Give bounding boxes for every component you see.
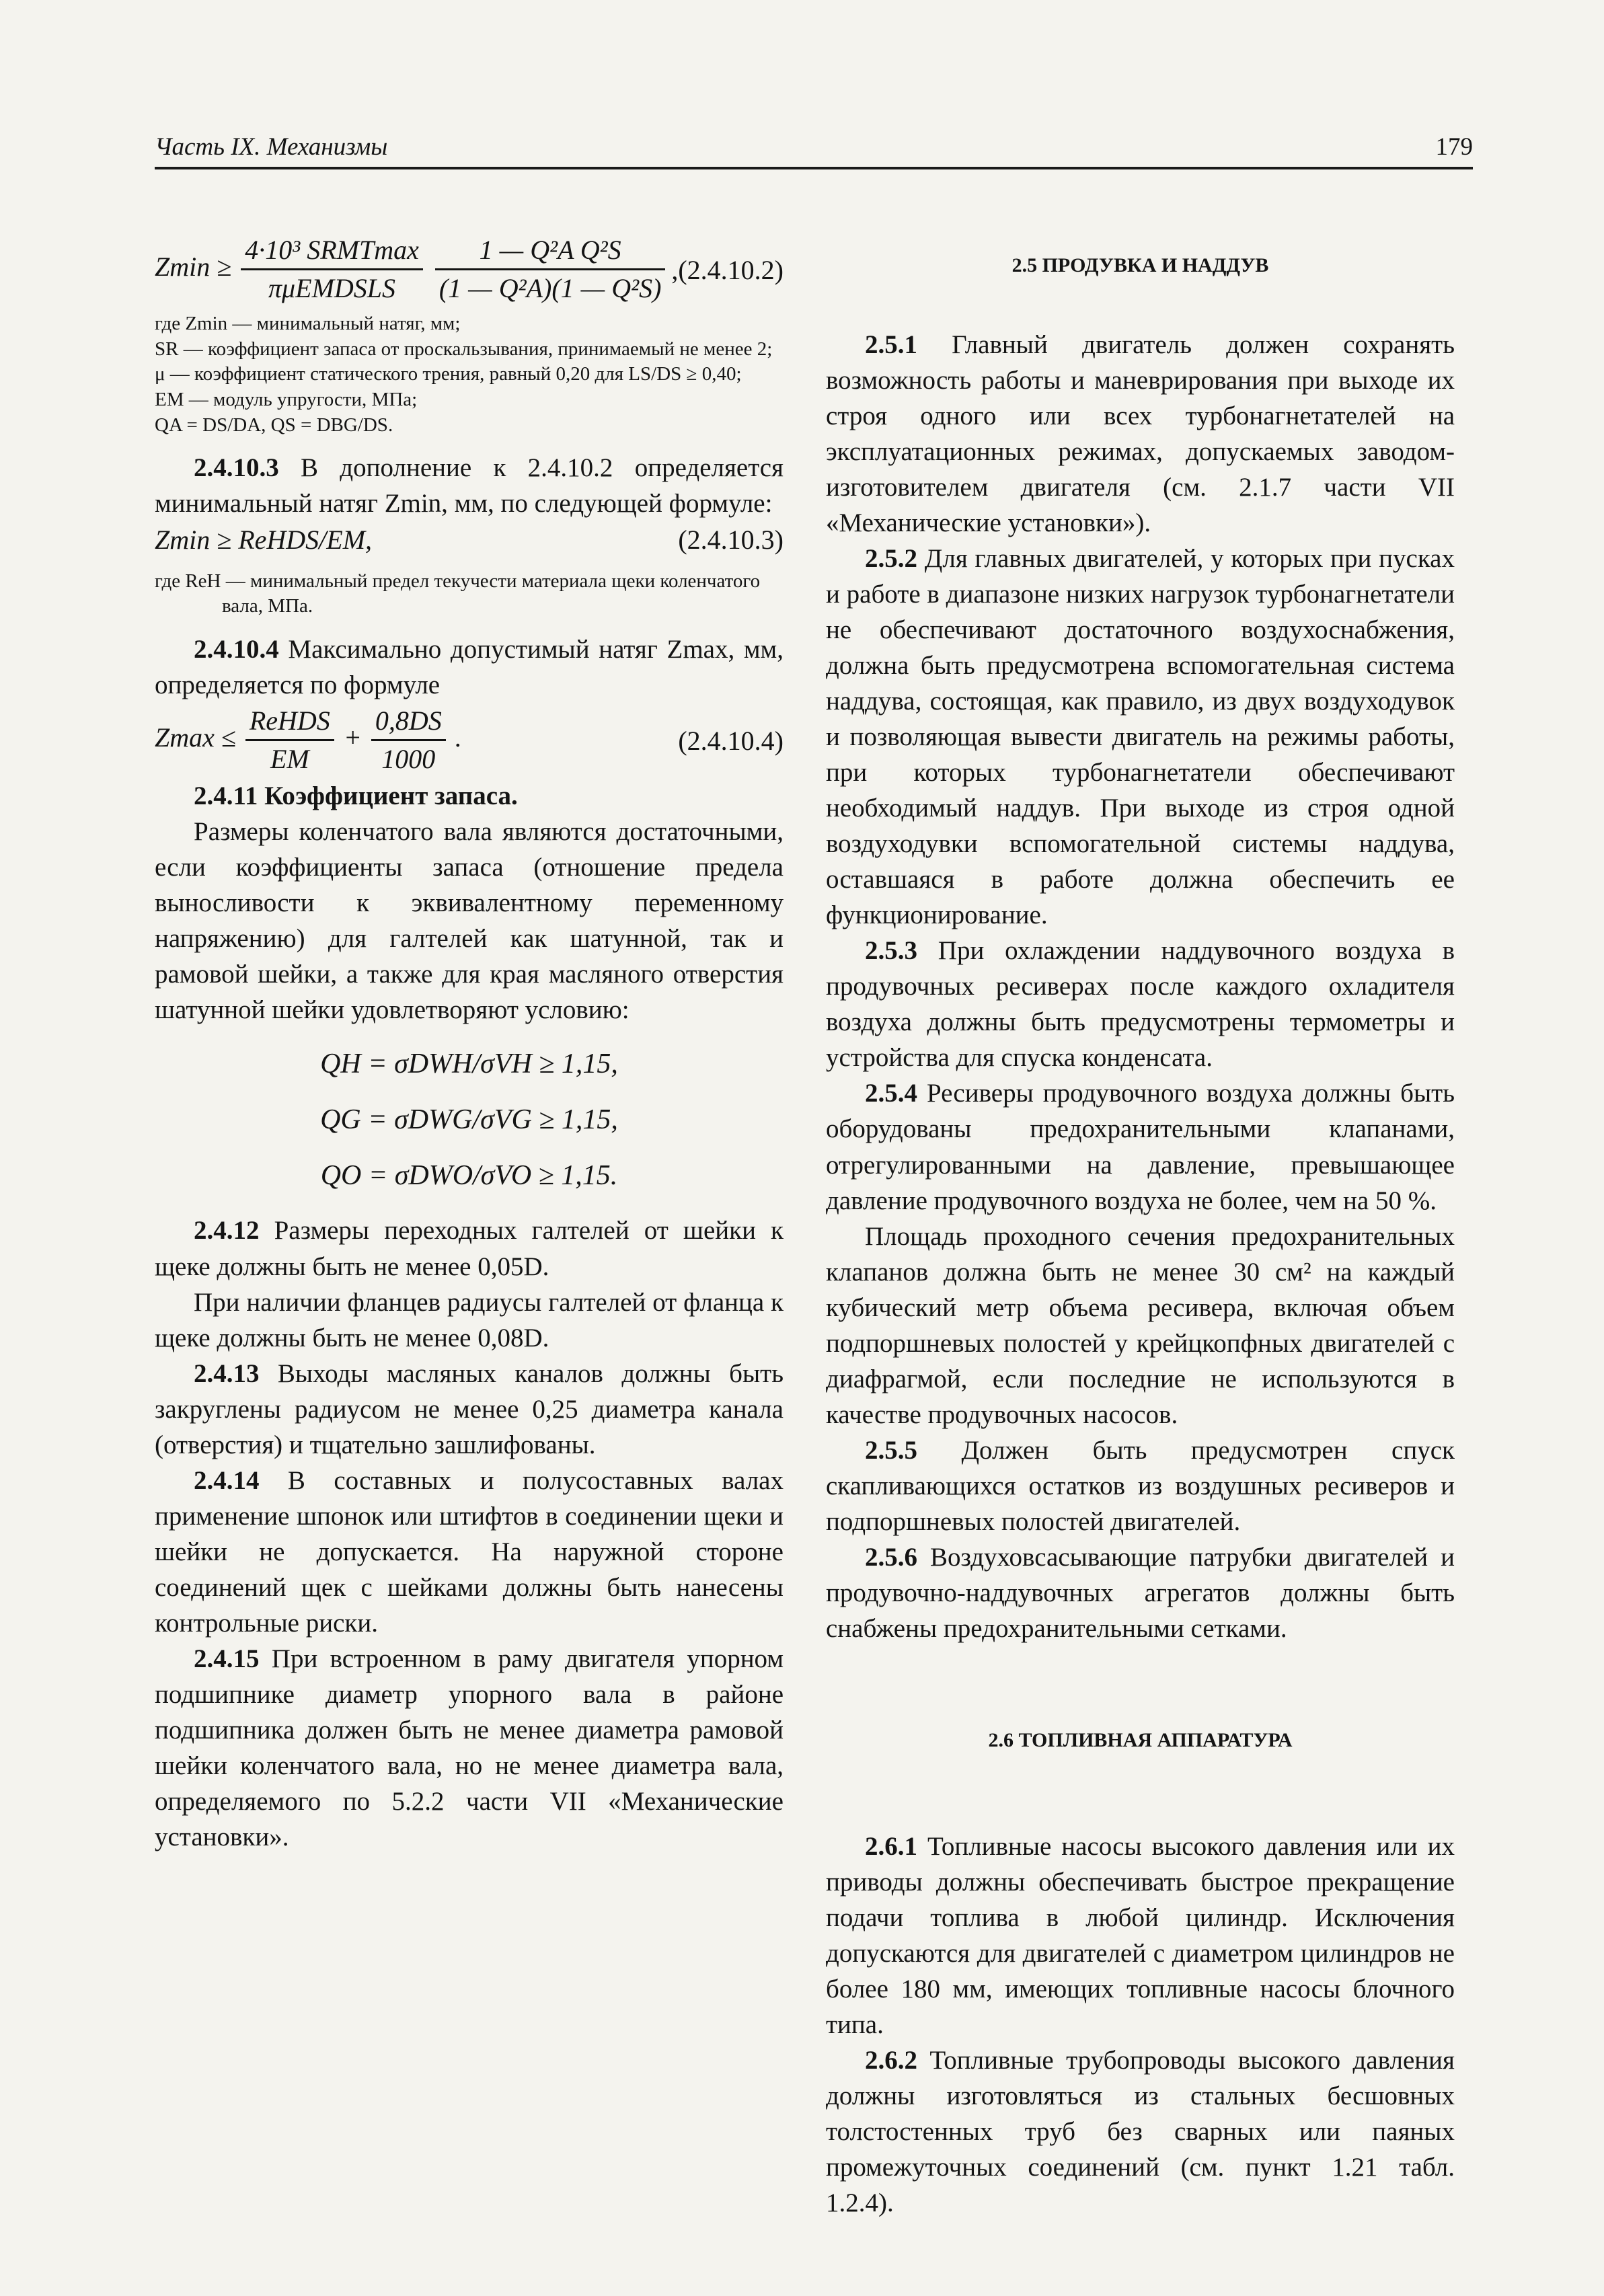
right-column xyxy=(826,232,1455,2221)
condition-qo: QO = σDWO/σVO ≥ 1,15. xyxy=(320,1160,618,1192)
page-header xyxy=(155,126,1473,169)
clause-number: 2.6.1 xyxy=(865,1831,917,1861)
formula-ref: ,(2.4.10.2) xyxy=(671,255,784,285)
fraction-denominator: πμEMDSLS xyxy=(268,273,396,304)
paragraph-2-4-12 xyxy=(155,1213,784,1284)
formula-expression: Zmin ≥ ReHDS/EM, xyxy=(155,524,373,555)
clause-number: 2.5.2 xyxy=(865,543,917,573)
paragraph-text: Должен быть предусмотрен спуск скапливающихся остатков из воздушных ресиверов и подпоршневых полостей двигателей. xyxy=(826,1435,1455,1536)
formula-operator: + xyxy=(343,722,362,753)
paragraph-text: Ресиверы продувочного воздуха должны быть оборудованы предохранительными клапанами, отрегулированными на давление, превышающее давление продувочного воздуха не более, чем на 50 %. xyxy=(826,1079,1455,1215)
formula-fraction-2 xyxy=(435,232,666,307)
clause-number: 2.4.13 xyxy=(194,1359,260,1388)
paragraph-text: В составных и полусоставных валах применение шпонок или штифтов в соединении щеки и шейки не допускается. На наружной стороне соединений щек с шейками должны быть нанесены контрольные риски. xyxy=(155,1465,784,1638)
fraction-denominator: (1 — Q²A)(1 — Q²S) xyxy=(438,273,662,304)
heading-2-4-11: 2.4.11 Коэффициент запаса. xyxy=(194,781,518,810)
clause-number: 2.4.15 xyxy=(194,1644,260,1673)
clause-number: 2.5.1 xyxy=(865,330,917,359)
fraction-numerator: ReHDS xyxy=(245,703,334,741)
formula-legend xyxy=(155,311,784,438)
paragraph-text: Максимально допустимый натяг Zmax, мм, определяется по формуле xyxy=(155,634,784,699)
section-heading-2-5: 2.5 ПРОДУВКА И НАДДУВ xyxy=(1011,254,1269,276)
paragraph-text: При встроенном в раму двигателя упорном подшипнике диаметр упорного вала в районе подшипника должен быть не менее диаметра рамовой шейки коленчатого вала, но не менее диаметра вала, определяемого по 5.2.2 части VII «Механические установки». xyxy=(155,1644,784,1852)
formula-end: . xyxy=(455,722,462,753)
clause-number: 2.4.10.3 xyxy=(194,453,279,483)
formula-fraction-1 xyxy=(241,232,423,307)
formula-2-4-10-4 xyxy=(155,703,784,778)
legend-line: QA = DS/DA, QS = DBG/DS. xyxy=(155,414,393,436)
clause-number: 2.5.4 xyxy=(865,1079,917,1108)
formula-fraction-1 xyxy=(245,703,334,778)
formula-lhs: Zmax ≤ xyxy=(155,722,236,753)
paragraph-text: Для главных двигателей, у которых при пусках и работе в диапазоне низких нагрузок турбонагнетатели не обеспечивают достаточного воздухоснабжения, должна быть предусмотрена вспомогательная система наддува, состоящая, как правило, из двух воздуходувок и позволяющая вывести двигатель на режимы работы, при которых турбонагнетатели обеспечивают необходимый наддув. При выходе из строя одной воздуходувки вспомогательной системы наддува, оставшаяся в работе должна обеспечить ее функционирование. xyxy=(826,543,1455,930)
paragraph-text: В дополнение к 2.4.10.2 определяется минимальный натяг Zmin, мм, по следующей формуле: xyxy=(155,453,784,519)
paragraph-2-6-1 xyxy=(826,1829,1455,2042)
paragraph-text: Топливные насосы высокого давления или их приводы должны обеспечивать быстрое прекращение подачи топлива в любой цилиндр. Исключения допускаются для двигателей с диаметром цилиндров не более 180 мм, имеющих топливные насосы блочного типа. xyxy=(826,1831,1455,2039)
clause-number: 2.4.10.4 xyxy=(194,634,279,664)
paragraph-valve-area: Площадь проходного сечения предохранительных клапанов должна быть не менее 30 см² на каждый кубический метр объема ресивера, включая объем подпоршневых полостей у крейцкопфных двигателей с диафрагмой, если последние не используются в качестве продувочных насосов. xyxy=(826,1221,1455,1429)
paragraph-2-5-1 xyxy=(826,327,1455,541)
clause-number: 2.5.5 xyxy=(865,1435,917,1465)
paragraph-text: Воздуховсасывающие патрубки двигателей и продувочно-наддувочных агрегатов должны быть снабжены предохранительными сетками. xyxy=(826,1542,1455,1643)
paragraph-2-5-5 xyxy=(826,1432,1455,1539)
paragraph-2-4-10-3 xyxy=(155,450,784,521)
formula-legend xyxy=(155,569,784,619)
fraction-denominator: EM xyxy=(270,744,309,775)
formula-lhs: Zmin ≥ xyxy=(155,252,232,282)
paragraph-2-5-4 xyxy=(826,1075,1455,1218)
fraction-denominator: 1000 xyxy=(381,744,436,775)
fraction-numerator: 1 — Q²A Q²S xyxy=(435,232,666,270)
paragraph-2-5-2 xyxy=(826,541,1455,933)
paragraph-text: Выходы масляных каналов должны быть закруглены радиусом не менее 0,25 диаметра канала (отверстия) и тщательно зашлифованы. xyxy=(155,1359,784,1459)
formula-ref: (2.4.10.4) xyxy=(678,725,784,756)
page-number: 179 xyxy=(1435,133,1473,161)
paragraph-text: При охлаждении наддувочного воздуха в продувочных ресиверах после каждого охладителя воздуха должны быть предусмотрены термометры и устройства для спуска конденсата. xyxy=(826,936,1455,1073)
paragraph-flanges: При наличии фланцев радиусы галтелей от фланца к щеке должны быть не менее 0,08D. xyxy=(155,1287,784,1352)
legend-line: где ReH — минимальный предел текучести материала щеки коленчатого вала, МПа. xyxy=(155,570,761,617)
legend-line: где Zmin — минимальный натяг, мм; xyxy=(155,313,461,334)
paragraph-2-4-10-4 xyxy=(155,632,784,703)
paragraph-2-5-6 xyxy=(826,1539,1455,1646)
formula-ref: (2.4.10.3) xyxy=(678,524,784,555)
paragraph-2-4-15 xyxy=(155,1641,784,1855)
fraction-numerator: 0,8DS xyxy=(371,703,446,741)
condition-qh: QH = σDWH/σVH ≥ 1,15, xyxy=(320,1048,618,1080)
part-title: Часть IX. Механизмы xyxy=(155,133,388,161)
paragraph-text: Главный двигатель должен сохранять возможность работы и маневрирования при выходе их строя одного или всех турбонагнетателей на эксплуатационных режимах, допускаемых заводом-изготовителем двигателя (см. 2.1.7 части VII «Механические установки»). xyxy=(826,330,1455,537)
paragraph-2-6-2 xyxy=(826,2042,1455,2221)
paragraph-2-4-13 xyxy=(155,1356,784,1463)
paragraph-text: Топливные трубопроводы высокого давления должны изготовляться из стальных бесшовных толстостенных труб без сварных или паяных промежуточных соединений (см. пункт 1.21 табл. 1.2.4). xyxy=(826,2045,1455,2218)
legend-line: μ — коэффициент статического трения, равный 0,20 для LS/DS ≥ 0,40; xyxy=(155,363,742,385)
clause-number: 2.5.6 xyxy=(865,1542,917,1572)
paragraph-2-4-11: Размеры коленчатого вала являются достаточными, если коэффициенты запаса (отношение предела выносливости к эквивалентному переменному напряжению) для галтелей как шатунной, так и рамовой шейки, а также для края масляного отверстия шатунной шейки удовлетворяют условию: xyxy=(155,816,784,1025)
formula-2-4-10-2 xyxy=(155,232,784,307)
formula-2-4-10-3 xyxy=(155,522,784,565)
legend-line: SR — коэффициент запаса от проскальзывания, принимаемый не менее 2; xyxy=(155,338,773,360)
clause-number: 2.5.3 xyxy=(865,936,917,966)
clause-number: 2.6.2 xyxy=(865,2045,917,2075)
formula-fraction-2 xyxy=(371,703,446,778)
left-column xyxy=(155,232,784,1855)
clause-number: 2.4.14 xyxy=(194,1465,260,1495)
section-heading-2-6: 2.6 ТОПЛИВНАЯ АППАРАТУРА xyxy=(988,1728,1293,1751)
legend-line: EM — модуль упругости, МПа; xyxy=(155,389,418,411)
paragraph-2-5-3 xyxy=(826,933,1455,1075)
clause-number: 2.4.12 xyxy=(194,1216,260,1246)
paragraph-2-4-14 xyxy=(155,1463,784,1641)
condition-qg: QG = σDWG/σVG ≥ 1,15, xyxy=(320,1104,618,1136)
fraction-numerator: 4·10³ SRMTmax xyxy=(241,232,423,270)
paragraph-text: Размеры переходных галтелей от шейки к щеке должны быть не менее 0,05D. xyxy=(155,1216,784,1281)
